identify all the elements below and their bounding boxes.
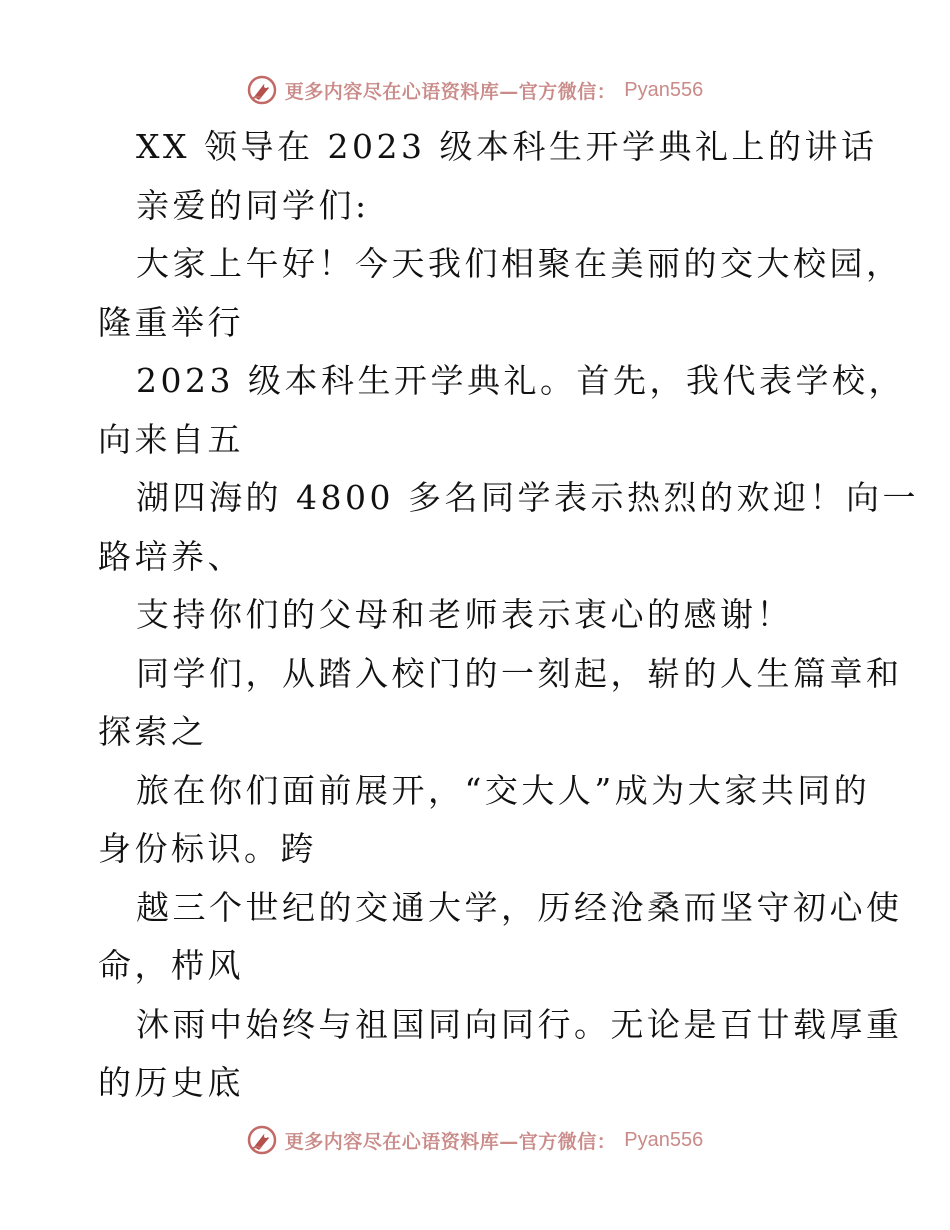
watermark-text: 更多内容尽在心语资料库—官方微信：: [284, 80, 617, 103]
salutation: 亲爱的同学们:: [136, 185, 370, 225]
footer-watermark: [0, 1120, 950, 1160]
paragraph-line: 越三个世纪的交通大学，历经沧桑而坚守初心使: [136, 887, 903, 927]
paragraph-line: 同学们，从踏入校门的一刻起，崭的人生篇章和: [136, 653, 903, 693]
pen-nib-seal-icon: [247, 1125, 277, 1155]
paragraph-line: 2023 级本科生开学典礼。首先，我代表学校，: [136, 361, 905, 400]
document-body: [98, 118, 919, 1113]
paragraph-line: 向来自五: [98, 419, 244, 459]
paragraph-line: 命，栉风: [98, 946, 244, 985]
paragraph-line: 湖四海的 4800 多名同学表示热烈的欢迎！向一: [136, 478, 919, 517]
document-title: XX 领导在 2023 级本科生开学典礼上的讲话: [136, 127, 878, 166]
paragraph-line: 支持你们的父母和老师表示衷心的感谢！: [136, 595, 793, 634]
paragraph-line: 大家上午好！今天我们相聚在美丽的交大校园，: [136, 244, 903, 283]
paragraph-line: 路培养、: [98, 536, 244, 576]
watermark-wechat-id: Pyan556: [624, 1128, 704, 1151]
paragraph-line: 隆重举行: [98, 302, 244, 342]
paragraph-line: 旅在你们面前展开，“交大人”成为大家共同的: [136, 770, 871, 810]
paragraph-line: 沐雨中始终与祖国同向同行。无论是百廿载厚重: [136, 1004, 903, 1044]
paragraph-line: 的历史底: [98, 1063, 244, 1102]
watermark-wechat-id: Pyan556: [624, 78, 704, 101]
watermark-text: 更多内容尽在心语资料库—官方微信：: [284, 1130, 617, 1153]
pen-nib-seal-icon: [247, 75, 277, 105]
paragraph-line: 身份标识。跨: [98, 829, 317, 868]
header-watermark: [0, 70, 950, 110]
paragraph-line: 探索之: [98, 712, 208, 751]
